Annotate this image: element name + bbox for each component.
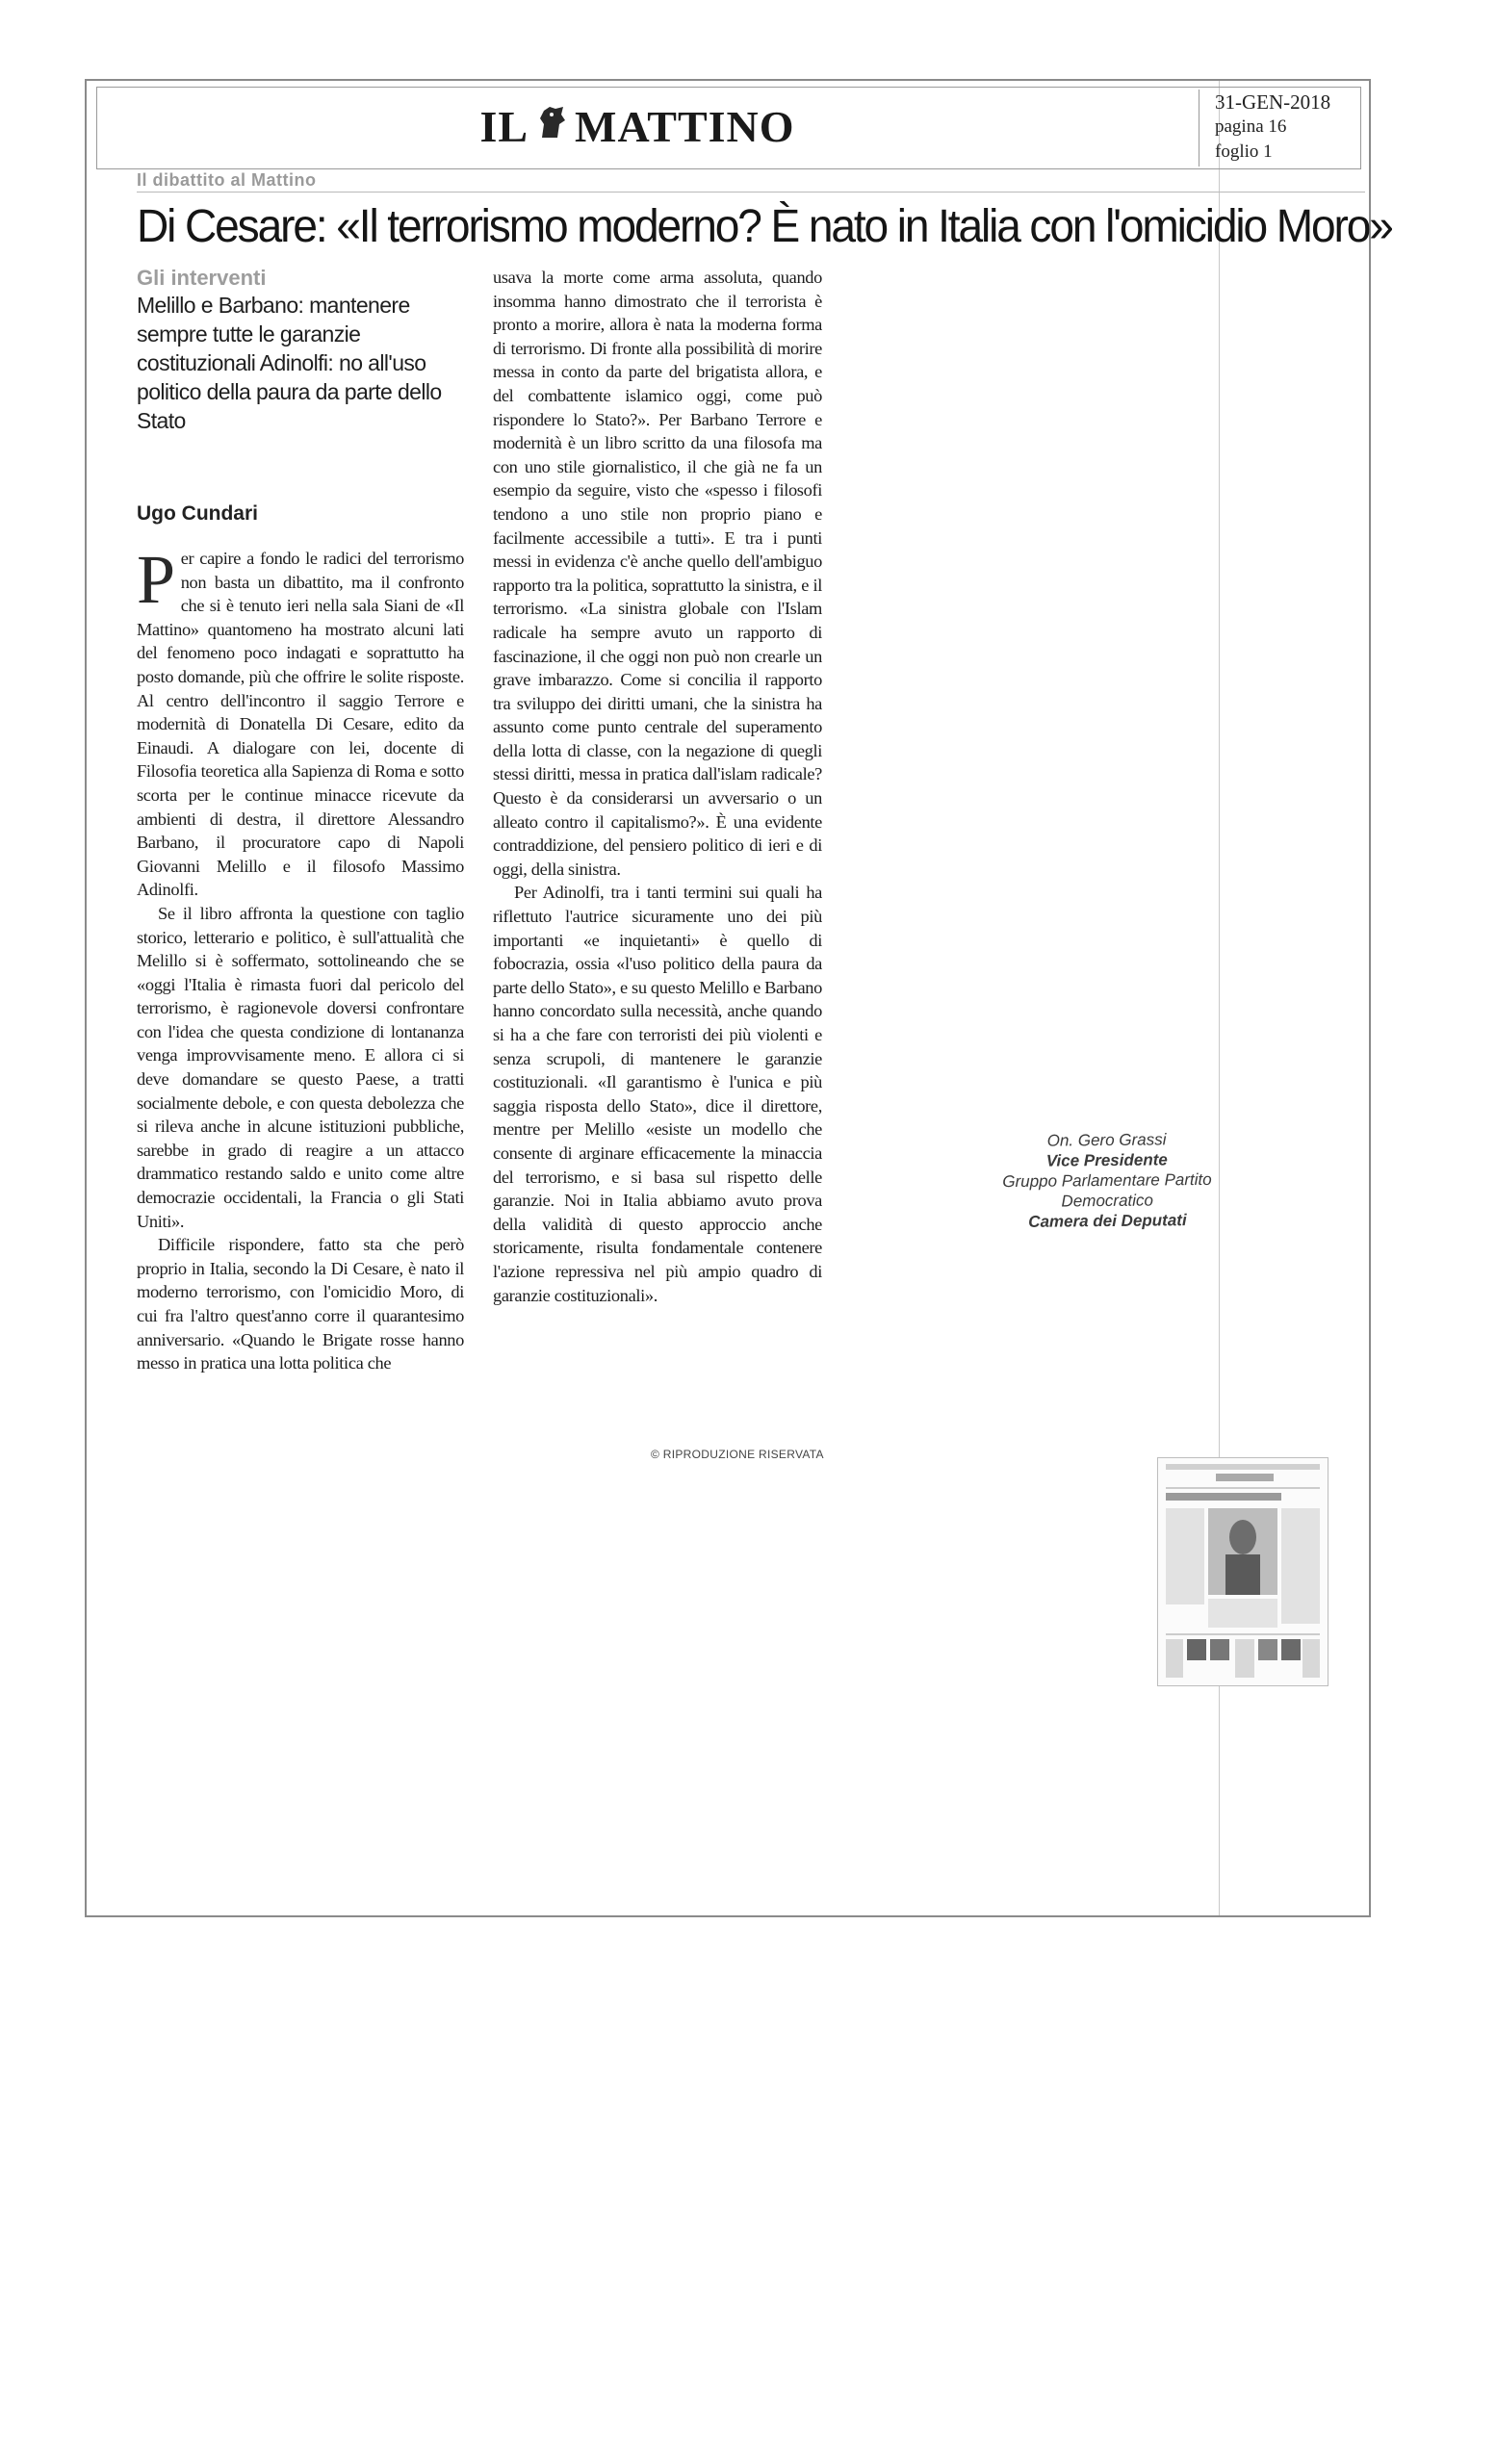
page-number: pagina 16 — [1215, 116, 1287, 137]
copyright-notice: © RIPRODUZIONE RISERVATA — [651, 1448, 824, 1461]
horse-emblem-icon — [534, 101, 569, 138]
page-thumbnail-icon — [1157, 1457, 1328, 1686]
subhead: Melillo e Barbano: mantenere sempre tutte le garanzie costituzionali Adinolfi: no all'uso politico della paura da parte dello Stato — [137, 293, 442, 433]
sheet-number: foglio 1 — [1215, 141, 1273, 162]
clipping-frame — [85, 79, 1392, 1917]
paragraph: Per capire a fondo le radici del terrorismo non basta un dibattito, ma il confronto che si è tenuto ieri nella sala Siani de «Il Mattino» quantomeno ha mostrato alcuni lati del fenomeno poco indagati e soprattutto ha posto domande, più che offrire le solite risposte. Al centro dell'incontro il saggio Terrore e modernità di Donatella Di Cesare, edito da Einaudi. A dialogare con lei, docente di Filosofia teoretica alla Sapienza di Roma e sotto scorta per le continue minacce ricevute da ambienti di destra, il direttore Alessandro Barbano, il procuratore capo di Napoli Giovanni Melillo e il filosofo Massimo Adinolfi. — [137, 541, 464, 900]
header-box — [96, 87, 1361, 169]
article-column-2 — [493, 266, 822, 1307]
paragraph: usava la morte come arma assoluta, quando insomma hanno dimostrato che il terrorista è pronto a morire, allora è nata la moderna forma di terrorismo. Di fronte alla possibilità di morire messa in conto da parte del brigatista allora, e del combattente islamico oggi, come può rispondere lo Stato?». Per Barbano Terrore e modernità è un libro scritto da una filosofa ma con uno stile giornalistico, il che già ne fa un esempio da seguire, visto che «spesso i filosofi tendono a uno stile non proprio piano e facilmente accessibile a tutti». E tra i punti messi in evidenza c'è anche quello dell'ambiguo rapporto tra la politica, soprattutto la sinistra, e il terrorismo. «La sinistra globale con l'Islam radicale ha sempre avuto un rapporto di fascinazione, il che oggi non può non crearle un grave imbarazzo. Come si concilia il rapporto tra sviluppo dei diritti umani, che la sinistra ha assunto come punto centrale del superamento della lotta di classe, con la negazione di quegli stessi diritti, messa in pratica dall'islam radicale? Questo è da considerarsi un avversario o un alleato contro il capitalismo?». È una evidente contraddizione, del pensiero politico di ieri e di oggi, della sinistra. — [493, 268, 822, 879]
stamp-chamber: Camera dei Deputati — [1028, 1211, 1187, 1231]
paragraph: Se il libro affronta la questione con taglio storico, letterario e politico, è sull'attualità che Melillo si è soffermato, sottolineando che se «oggi l'Italia è rimasta fuori dal pericolo del terrorismo, è ragionevole doversi confrontare con l'idea che questa condizione di lontananza venga improvvisamente meno. E allora ci si deve domandare se questo Paese, a tratti socialmente debole, e con questa debolezza che si rileva anche in alcune istituzioni pubbliche, sarebbe in grado di reagire a un attacco drammatico restando saldo e unito come altre democrazie occidentali, la Francia o gli Stati Uniti». — [137, 903, 464, 1231]
masthead-left: IL — [479, 102, 529, 151]
paragraph: Difficile rispondere, fatto sta che però proprio in Italia, secondo la Di Cesare, è nato il moderno terrorismo, con l'omicidio Moro, di cui fra l'altro quest'anno corre il quarantesimo anniversario. «Quando le Brigate rosse hanno messo in pratica una lotta politica che — [137, 1235, 464, 1373]
signature-stamp — [962, 1128, 1251, 1232]
stamp-group: Gruppo Parlamentare Partito Democratico — [1002, 1169, 1212, 1211]
article-column-1 — [137, 541, 464, 1375]
drop-cap: P — [137, 541, 175, 618]
clipping-date: 31-GEN-2018 — [1215, 90, 1331, 114]
byline: Ugo Cundari — [137, 502, 258, 525]
paragraph: Per Adinolfi, tra i tanti termini sui quali ha riflettuto l'autrice sicuramente uno dei più importanti «e inquietanti» è quello di fobocrazia, ossia «l'uso politico della paura da parte dello Stato», e su questo Melillo e Barbano hanno concordato sulla necessità, anche quando si ha a che fare con terroristi dei più violenti e senza scrupoli, di mantenere le garanzie costituzionali. «Il garantismo è l'unica e più saggia risposta dello Stato», dice il direttore, mentre per Melillo «esiste un modello che consente di arginare efficacemente la minaccia del terrorismo, e si basa sul rispetto delle garanzie. Noi in Italia abbiamo avuto prova della validità di questo approccio anche storicamente, risulta fondamentale contenere l'azione repressiva nel più ampio quadro di garanzie costituzionali». — [493, 883, 822, 1305]
date-block — [1199, 90, 1353, 167]
stamp-name: On. Gero Grassi — [1046, 1130, 1167, 1150]
section-rubric: Il dibattito al Mattino — [137, 170, 317, 190]
stamp-role: Vice Presidente — [1045, 1150, 1168, 1170]
headline: Di Cesare: «Il terrorismo moderno? È nato in Italia con l'omicidio Moro» — [137, 201, 1392, 252]
masthead — [97, 101, 1177, 152]
masthead-right: MATTINO — [575, 102, 795, 151]
kicker: Gli interventi — [137, 266, 267, 290]
